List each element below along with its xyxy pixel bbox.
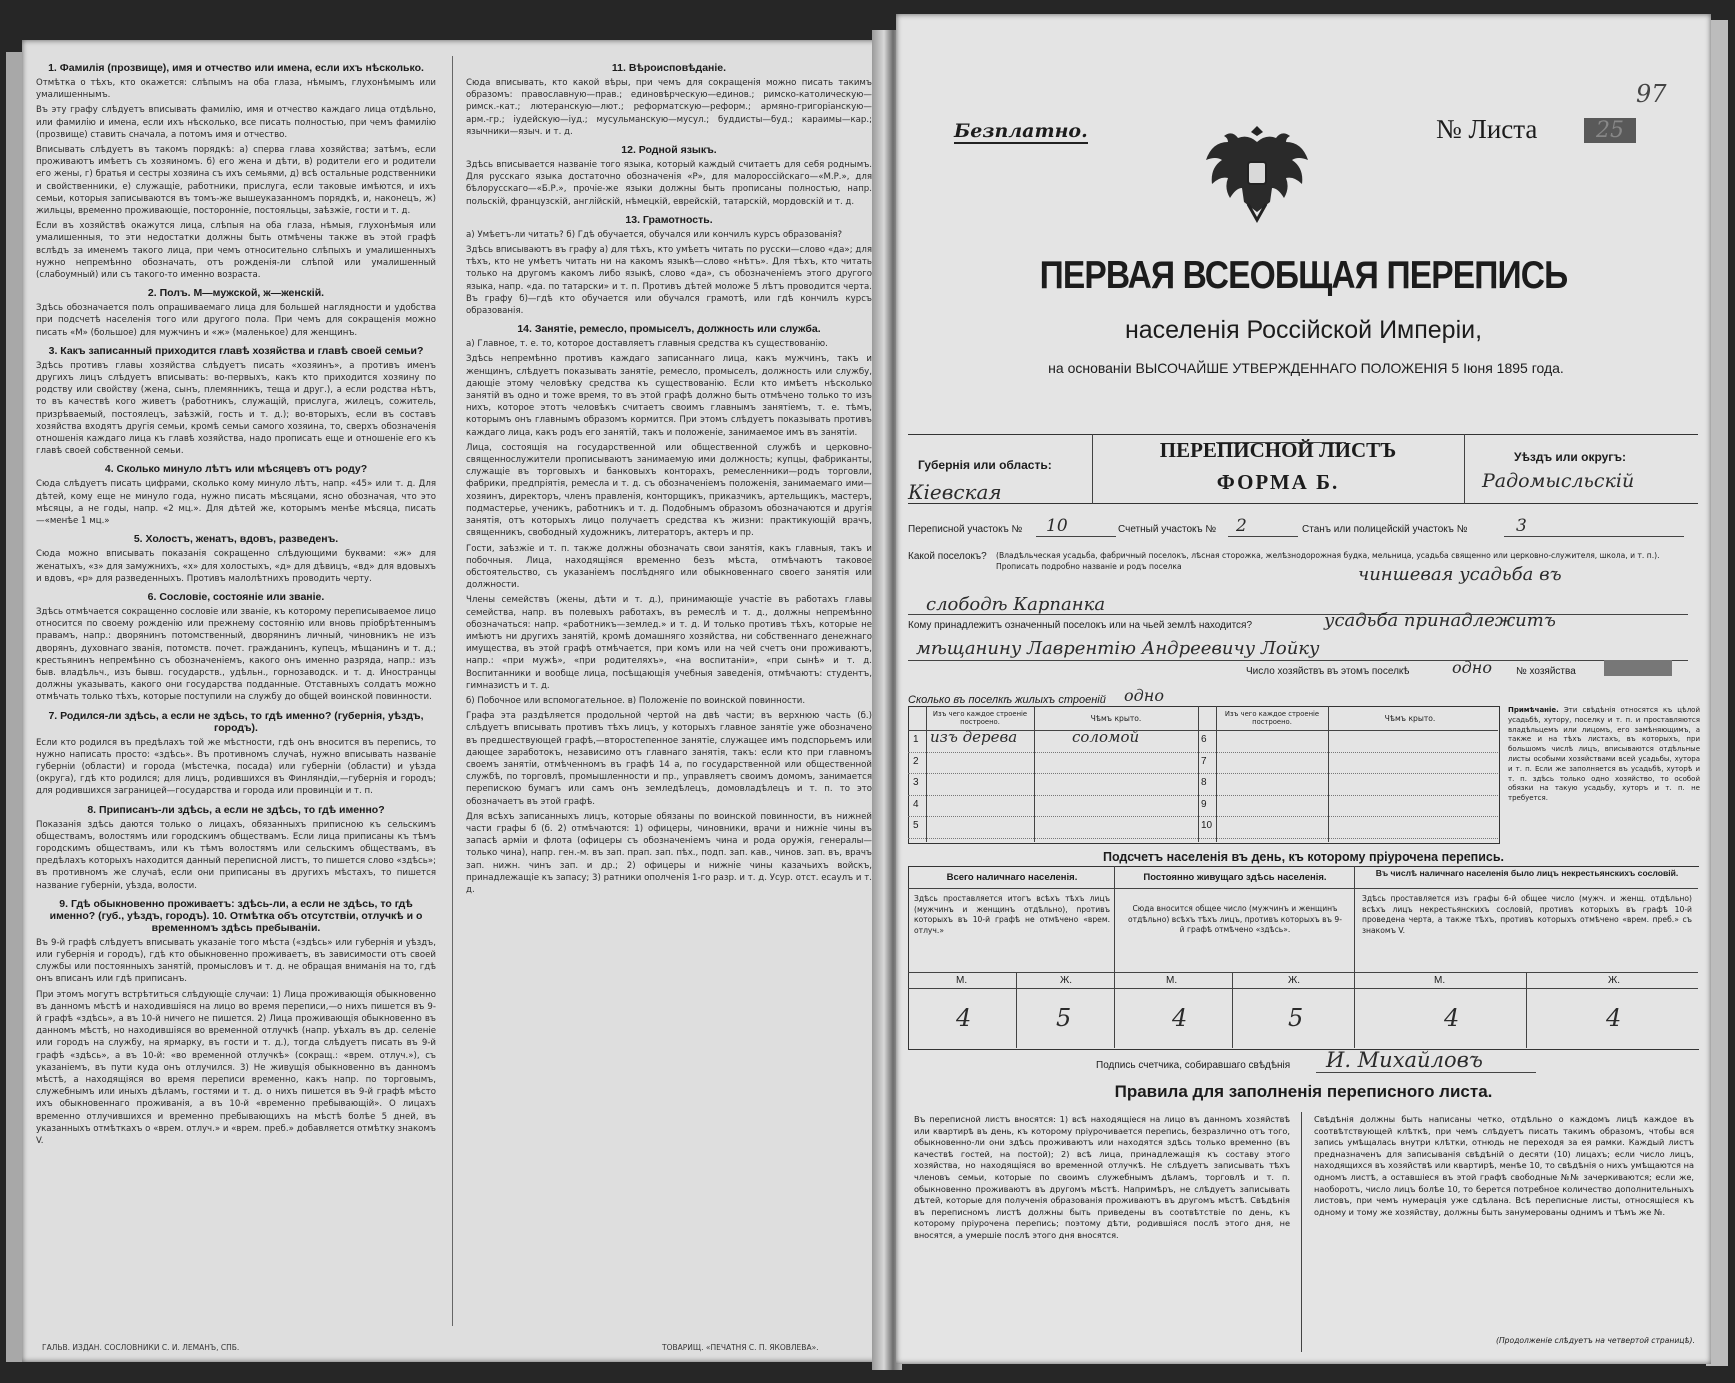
instruction-paragraph: Отмѣтка о тѣхъ, кто окажется: слѣпымъ на оба глаза, нѣмымъ, глухонѣмымъ или умалишеннымъ. [36, 78, 436, 101]
instruction-paragraph: Если кто родился въ предѣлахъ той же мѣстности, гдѣ онъ вносится въ перепись, то нужно написать просто: «здѣсь». Въ противномъ случаѣ, нужно вписывать названіе губерніи (области) и города (мѣстечка, посада) или губерніи (области) и уѣзда (округа), гдѣ кто родился; для лицъ, родившихся въ Финляндіи,—губернія и городъ; для родившихся заграницей—государства и города или провинціи и т. п. [36, 737, 436, 797]
sum-head-total: Всего наличнаго населенія. [946, 872, 1078, 883]
household-number-label: № хозяйства [1516, 666, 1576, 677]
instruction-paragraph: Лица, состоящія на государственной или общественной службѣ и церковно-священнослужители прописываютъ занимаемую ими должность; купцы, фабриканты, служащіе въ торговыхъ и банковыхъ конторахъ, ремесленники—родъ торговли, фабрики, предпріятія, ремесла и т. д. съ обозначеніемъ положенія, занимаемаго ими—хозяинъ, директоръ, членъ правленія, конторщикъ, приказчикъ, артельщикъ, мастеръ, подмастерье, ученикъ, работникъ и т. д. Подобнымъ образомъ обозначаются и другія занятія, отъ которыхъ лицо получаетъ средства къ жизни: практикующій врачъ, священникъ, свободный художникъ, литераторъ, актеръ и пр. [466, 442, 872, 539]
stan-label: Станъ или полицейскій участокъ № [1302, 524, 1468, 535]
instruction-paragraph: Сюда вписывать, кто какой вѣры, при чемъ для сокращенія можно писать такимъ образомъ: православную—прав.; единовѣрческую—единов.; римско-католическую—римск.-кат.; лютеранскую—лют.; реформатскую—реформ.; армяно-григоріанскую—арм.-гр.; іудейскую—іуд.; мусульманскую—мусул.; буддисты—буд.; караимы—кар.; язычники—языч. и т. д. [466, 78, 872, 137]
sum-head-nonpeasant: Въ числѣ наличнаго населенія было лицъ некрестьянскихъ сословій. [1375, 868, 1679, 878]
instruction-paragraph: Здѣсь вписываютъ въ графу а) для тѣхъ, кто умѣетъ читать по русски—слово «да»; для тѣхъ, кто не умѣетъ читать ни на какомъ языкѣ—слово «нѣтъ». Для тѣхъ, кто читать только на другомъ какомъ либо языкѣ, слово «да», съ обозначеніемъ этого другого языка, напр. «да. по татарски» и т. п. Противъ дѣтей моложе 5 лѣтъ проводится черта. Въ графу б)—гдѣ кто обучается или обучался грамотѣ, или гдѣ кончилъ курсъ образованія. [466, 245, 872, 317]
settlement-value-1: чиншевая усадьба въ [1358, 564, 1562, 585]
instruction-paragraph: Вписывать слѣдуетъ въ такомъ порядкѣ: а) сперва глава хозяйства; затѣмъ, если проживаютъ имѣетъ съ хозяиномъ. б) его жена и дѣти, в) родители его и родители его жены, г) братья и сестры хозяина съ ихъ семьями, д) всѣ остальные родственники и свойственники, е) служащіе, работники, прислуга, если таковые имѣются, и ихъ семьи, которыя записываются въ томъ-же вышеуказанномъ порядкѣ, и, наконецъ, ж) жильцы, временно проживающіе, посторонніе, постояльцы, заѣзжіе, гости и т. д. [36, 145, 436, 217]
instruction-paragraph: Графа эта раздѣляется продольной чертой на двѣ части; въ верхнюю часть (б.) слѣдуетъ вписывать противъ тѣхъ лицъ, у которыхъ главное занятіе уже обозначено въ предшествующей графѣ,—второстепенное занятіе, служащее имъ подспорьемъ или дающее заработокъ, независимо отъ главнаго занятія, такъ: если кто при главномъ своемъ занятіи, отмѣченномъ въ графѣ 14 а, по государственной или общественной службѣ, по торговлѣ, промышленности и пр., управляетъ своимъ домомъ, занимается перепискою бумагъ или самъ онъ земледѣлецъ, домовладѣлецъ и т. п. то это обозначаетъ въ этой графѣ. [466, 711, 872, 807]
instruction-paragraph: Здѣсь противъ главы хозяйства слѣдуетъ писать «хозяинъ», а противъ именъ другихъ лицъ слѣдуетъ вписывать: во-первыхъ, какъ кто приходится хозяину по родству или свойству (жена, сынъ, племянникъ, теща и друг.), а если родства нѣтъ, то въ качествѣ кого живетъ (работникъ, служащій, прислуга, жилецъ, сожитель, призрѣваемый, постоялецъ, заѣзжій, гость и т. д.); во-вторыхъ, если въ составъ хозяйства входятъ другія семьи, кромѣ семьи самого хозяина, то, сверхъ обозначенія отношенія каждаго лица къ главѣ хозяйства, надо прописать еще и отношеніе его къ главѣ своей собственной семьи. [36, 360, 436, 457]
count-label: Счетный участокъ № [1118, 524, 1217, 535]
section-heading: 1. Фамилія (прозвище), имя и отчество или имена, если ихъ нѣсколько. [48, 62, 424, 74]
section-heading: 12. Родной языкъ. [621, 144, 717, 157]
left-page [22, 40, 888, 1362]
settlement-hint: (Владѣльческая усадьба, фабричный поселокъ, лѣсная сторожка, желѣзнодорожная будка, мельница, усадьба священно или церковно-служителя, школа, и т. п.). Прописать подробно названіе и родъ поселка [996, 551, 1660, 571]
right-page [896, 14, 1711, 1364]
province-value: Кіевская [908, 480, 1002, 504]
total-f-value: 5 [1056, 1004, 1072, 1032]
instruction-paragraph: а) Главное, т. е. то, которое доставляетъ главныя средства къ существованію. [466, 339, 828, 350]
signature-label: Подпись счетчика, собиравшаго свѣдѣнія [1096, 1060, 1291, 1071]
households-label: Число хозяйствъ въ этомъ поселкѣ [1246, 666, 1410, 677]
corner-number: 97 [1636, 80, 1667, 108]
summary-title: Подсчетъ населенія въ день, къ которому пріурочена перепись. [1102, 850, 1505, 864]
instruction-paragraph: Здѣсь отмѣчается сокращенно сословіе или званіе, къ которому переписываемое лицо относится по своему рожденію или прежнему состоянію или вновь пріобрѣтеннымъ правамъ, напр.: дворянинъ потомственный, дворянинъ личный, чиновникъ не изъ дворянъ, духовнаго званія, потомств. почет. гражданинъ, купецъ, мѣщанинъ и т. д.; крестьянинъ непремѣнно съ обозначеніемъ, какого онъ именно разряда, напр.: изъ быв. владѣльч., изъ бывш. государств., удѣльн., горнозаводск. и т. д. Иностранцы должны указывать, какого они государства подданные. Отставныхъ солдатъ можно отмѣчать только тѣхъ, которые поступили на службу до общей воинской повинности. [36, 606, 436, 703]
signature-value: И. Михайловъ [1326, 1048, 1483, 1072]
precinct-value: 10 [1046, 516, 1068, 536]
section-heading: 3. Какъ записанный приходится главѣ хозяйства и главѣ своей семьи? [48, 344, 424, 357]
building-row-number: 9 [1201, 798, 1207, 810]
instruction-paragraph: Если въ хозяйствѣ окажутся лица, слѣпыя на оба глаза, нѣмыя, глухонѣмыя или умалишенныя, то эти недостатки должны быть отмѣчены также въ этой графѣ вслѣдъ за именемъ такого лица, при чемъ относительно слѣпыхъ и умалишенныхъ нужно непремѣнно обозначать, отъ рожденія-ли слѣпой или умалишенный (слабоумный) или съ такого-то именно возраста. [36, 221, 436, 281]
bt-row1-what: изъ дерева [930, 728, 1018, 746]
instruction-paragraph: Здѣсь непремѣнно противъ каждаго записаннаго лица, какъ мужчинъ, такъ и женщинъ, слѣдуетъ показывать занятіе, ремесло, промыселъ, должность или службу, дающіе этому человѣку средства къ существованію. Если кто имѣетъ нѣсколько занятій въ одно и тоже время, то въ этой графѣ должно быть отмѣчено только то изъ нихъ, которое этотъ человѣкъ считаетъ своимъ главнымъ занятіемъ, т. е. тѣмъ, которымъ онъ главнымъ образомъ кормится. При этомъ слѣдуетъ показывать противъ каждаго лица, какъ родъ его занятій, такъ и положеніе, занимаемое имъ въ занятіи. [466, 354, 872, 438]
buildings-value: одно [1124, 686, 1164, 705]
precinct-label: Переписной участокъ № [908, 524, 1023, 535]
building-row-number: 4 [913, 798, 919, 810]
instruction-paragraph: Здѣсь вписывается названіе того языка, который каждый считаетъ для себя роднымъ. Для русскаго языка достаточно обозначенія «Р», для малороссійскаго—«М.Р.», для бѣлорусскаго—«Б.Р.», прочіе-же языки должны быть прописаны полностью, напр. польскій, французскій, англійскій, нѣмецкій, еврейскій, татарскій, мордовскій и т. д. [466, 160, 872, 207]
instruction-paragraph: Гости, заѣзжіе и т. п. также должны обозначать свои занятія, какъ главныя, такъ и побочныя. Лица, находящіяся временно безъ мѣста, отмѣчаютъ таковое обстоятельство, съ указаніемъ послѣдняго или обыкновеннаго своего занятія или должности. [466, 543, 872, 591]
instruction-paragraph: При этомъ могутъ встрѣтиться слѣдующіе случаи: 1) Лица проживающія обыкновенно въ данномъ мѣстѣ и находившіяся на лицо во время переписи,—о нихъ пишется въ 9-й графѣ «здѣсь», а въ 10-й ничего не пишется. 2) Лица проживающія обыкновенно въ данномъ мѣстѣ, но находившіяся во временной отлучкѣ (напр. уѣхалъ въ др. селеніе или городъ на службу, на ярмарку, въ гости и т. д.), тогда слѣдуетъ писать въ 9-й графѣ «здѣсь», а въ 10-й: «во временной отлучкѣ» (сокращ.: «врем. отлуч.»), съ указаніемъ, въ пути куда онъ отлучился. 3) Не живущія обыкновенно въ данномъ мѣстѣ, а находящіяся во время переписи временно, какъ напр. по торговымъ, служебнымъ или иныхъ дѣламъ, гостями и т. д. о нихъ пишется въ 9-й графѣ мѣсто ихъ обыкновеннаго проживанія, а въ 10-й «временно пребывающій». О лицахъ временно отлучившихся и временно пребывающихъ на мѣстѣ болѣе 5 дней, въ указанныхъ отмѣткахъ о «врем. отлуч.» и «врем. преб.» добавляется отмѣтку знакомъ V. [36, 989, 436, 1147]
nonpeas-f-value: 4 [1606, 1004, 1622, 1032]
instruction-paragraph: б) Побочное или вспомогательное. в) Положеніе по воинской повинности. [466, 695, 806, 706]
building-row-number: 6 [1201, 734, 1207, 745]
bt-head-what-left: Изъ чего каждое строеніе построено. [932, 710, 1028, 726]
sum-head-permanent: Постоянно живущаго здѣсь населенія. [1143, 872, 1327, 883]
building-row-number: 3 [913, 777, 919, 788]
form-letter: ФОРМА Б. [1216, 470, 1340, 494]
perm-f-label: Ж. [1288, 975, 1301, 986]
bt-head-roof-right: Чѣмъ крыто. [1384, 714, 1436, 723]
section-heading: 7. Родился-ли здѣсь, а если не здѣсь, то гдѣ именно? (губернія, уѣздъ, городъ). [48, 709, 424, 734]
instruction-paragraph: Въ эту графу слѣдуетъ вписывать фамилію, имя и отчество каждаго лица отдѣльно, или фамилію и имена, если ихъ нѣсколько, все писать полностью, при чемъ фамилію (прозвище) ставить сначала, а потомъ имя и отчество. [36, 105, 436, 140]
instruction-paragraph: Въ 9-й графѣ слѣдуетъ вписывать указаніе того мѣста («здѣсь» или губернія и уѣздъ, или губернія и городъ), гдѣ кто обыкновенно проживаетъ, въ зависимости отъ своей службы или постоянныхъ занятій, промысловъ и т. д. не обращая вниманія на то, гдѣ онъ вписанъ или гдѣ приписанъ. [36, 937, 436, 985]
household-number-redacted [1604, 660, 1672, 676]
bt-row1-roof: соломой [1072, 728, 1140, 746]
form-title: ПЕРЕПИСНОЙ ЛИСТЪ [1159, 438, 1397, 462]
instruction-paragraph: Показанія здѣсь даются только о лицахъ, обязанныхъ приписною къ сельскимъ обществамъ, волостямъ или городскимъ обществамъ. Если лица приписаны къ тѣмъ городскимъ обществамъ, или къ тѣмъ волостямъ или сельскимъ обществамъ, въ предѣлахъ которыхъ находится данный переписной листъ, то пишется слово «здѣсь»; въ противномъ же случаѣ, если они приписаны въ другихъ мѣстахъ, то пишется название губерніи, уѣзда, волости. [36, 819, 436, 891]
province-label: Губернія или область: [918, 458, 1052, 472]
section-heading: 5. Холостъ, женатъ, вдовъ, разведенъ. [133, 533, 339, 546]
nonpeas-m-value: 4 [1444, 1004, 1460, 1032]
building-row-number: 5 [913, 820, 919, 831]
perm-m-value: 4 [1172, 1004, 1188, 1032]
free-label: Безплатно. [954, 120, 1088, 142]
count-value: 2 [1236, 516, 1247, 536]
section-heading: 2. Полъ. М—мужской, ж—женскій. [147, 287, 325, 300]
census-title: ПЕРВАЯ ВСЕОБЩАЯ ПЕРЕПИСЬ [1039, 254, 1568, 297]
building-row-number: 1 [913, 734, 919, 745]
instruction-paragraph: Сюда можно вписывать показанія сокращенно слѣдующими буквами: «ж» для женатыхъ, «з» для замужнихъ, «х» для холостыхъ, «д» для дѣвицъ, «вд» для вдовыхъ и вдовъ, «р» для разведенныхъ. Противъ малолѣтнихъ проводить черту. [36, 549, 436, 584]
rules-right-text: Свѣдѣнія должны быть написаны четко, отдѣльно о каждомъ лицѣ каждое въ соотвѣтствующей клѣткѣ, при чемъ слѣдуетъ писать такимъ образомъ, чтобы вся запись умѣщалась внутри клѣтки, отнюдь не переходя за ея рамки. Каждый листъ предназначенъ для записыванія свѣдѣній о десяти (10) лицахъ; если число лицъ, находящихся въ хозяйствѣ или квартирѣ, менѣе 10, то свѣдѣнія о нихъ умѣщаются на одномъ листѣ, а оставшіеся въ этой графѣ свободные №№ зачеркиваются; если же, наоборотъ, число лицъ болѣе 10, то берется потребное количество дополнительныхъ листовъ, при чемъ нумерація уже сдѣлана. Всѣ переписные листы, относящіеся къ одному и тому же хозяйству, должны быть занумерованы однимъ и тѣмъ же №. [1314, 1114, 1694, 1217]
owner-label: Кому принадлежитъ означенный поселокъ или на чьей землѣ находится? [908, 620, 1253, 631]
perm-f-value: 5 [1288, 1004, 1304, 1032]
perm-m-label: М. [1166, 975, 1178, 986]
double-eagle-emblem [1198, 118, 1316, 228]
rules-title: Правила для заполненія переписного листа. [1114, 1082, 1493, 1101]
rules-left-text: Въ переписной листъ вносятся: 1) всѣ находящіеся на лицо въ данномъ хозяйствѣ или квартирѣ въ день, къ которому пріурочивается перепись, безразлично отъ того, обыкновенно-ли они здѣсь проживаютъ или находятся здѣсь только временно (въ качествѣ гостей, на постой); 2) всѣ лица, принадлежащія къ составу этого хозяйства, но находящіяся во временной отлучкѣ. Не слѣдуетъ записывать тѣхъ членовъ семьи, которые по своимъ служебнымъ дѣламъ, торговлѣ и т. п. обыкновенно проживаютъ въ другомъ мѣстѣ. Напримѣръ, не слѣдуетъ записывать дѣтей, которые для полученія образованія проживаютъ въ другомъ мѣстѣ. Свѣдѣнія въ переписномъ листѣ должны быть приведены въ соотвѣтствіе по день, къ которому пріурочена перепись; поэтому дѣти, родившіяся послѣ этого дня, не вносятся, а умершіе послѣ этого дня вносятся. [914, 1114, 1290, 1240]
sum-text-nonpeasant: Здѣсь проставляется изъ графы 6-й общее число (мужч. и женщ. отдѣльно) всѣхъ лицъ некрестьянскихъ сословій, противъ которыхъ въ графѣ 10-й проведена черта, а также тѣхъ, противъ которыхъ отмѣчено «врем. преб.» съ знакомъ V. [1362, 894, 1692, 935]
buildings-note [1508, 706, 1700, 804]
buildings-label: Сколько въ поселкѣ жилыхъ строеній [908, 694, 1106, 706]
census-basis: на основаніи ВЫСОЧАЙШЕ УТВЕРЖДЕННАГО ПОЛОЖЕНІЯ 5 Іюня 1895 года. [1048, 360, 1564, 376]
section-heading: 11. Вѣроисповѣданіе. [611, 62, 727, 74]
instructions-column-2 [466, 56, 872, 899]
sum-text-permanent: Сюда вносится общее число (мужчинъ и женщинъ отдѣльно) всѣхъ тѣхъ лицъ, противъ которыхъ въ 9-й графѣ отмѣчено «здѣсь». [1128, 904, 1342, 934]
settlement-label: Какой поселокъ? [908, 551, 987, 562]
sum-text-total: Здѣсь проставляется итогъ всѣхъ тѣхъ лицъ (мужчинъ и женщинъ отдѣльно), противъ которыхъ въ 10-й графѣ не отмѣчено «врем. отлуч.» [914, 894, 1110, 935]
section-heading: 6. Сословіе, состояніе или званіе. [147, 590, 325, 603]
section-heading: 4. Сколько минуло лѣтъ или мѣсяцевъ отъ роду? [104, 463, 368, 476]
bt-head-roof-left: Чѣмъ крыто. [1090, 714, 1142, 723]
section-heading: 14. Занятіе, ремесло, промыселъ, должность или служба. [517, 323, 821, 336]
district-value: Радомысльскій [1482, 470, 1635, 492]
nonpeas-m-label: М. [1434, 975, 1446, 986]
total-m-value: 4 [956, 1004, 972, 1032]
nonpeas-f-label: Ж. [1608, 975, 1621, 986]
instructions-column-1 [36, 56, 436, 1150]
note-title: Примѣчаніе. [1508, 706, 1559, 714]
district-label: Уѣздъ или округъ: [1514, 450, 1627, 464]
printer-credit-left: ГАЛЬВ. ИЗДАН. СОСЛОВНИКИ С. И. ЛЕМАНЪ, СПБ. [42, 1343, 240, 1352]
sheet-number-label: № Листа [1436, 114, 1538, 144]
households-value: одно [1452, 658, 1492, 677]
total-m-label: М. [956, 975, 968, 986]
settlement-value-2: слободѣ Карпанка [926, 594, 1106, 615]
owner-value-1: усадьба принадлежитъ [1324, 610, 1556, 631]
instruction-paragraph: Сюда слѣдуетъ писать цифрами, сколько кому минуло лѣтъ, напр. «45» или т. д. Для дѣтей, кому еще не минуло года, нужно писать мѣсяцами, ясно обозначая, что это мѣсяцы, а не годы, напр. «2 мц.». Для дѣтей же, которымъ менѣе мѣсяца, писать—«менѣе 1 мц.» [36, 479, 436, 527]
sheet-number-value: 25 [1584, 118, 1636, 143]
stan-value: 3 [1516, 516, 1527, 536]
building-row-number: 2 [913, 755, 919, 767]
section-heading: 13. Грамотность. [625, 213, 713, 226]
note-text: Эти свѣдѣнія относятся къ цѣлой усадьбѣ, хутору, поселку и т. п. и проставляются владѣльцемъ или лицомъ, его замѣняющимъ, а также и на тѣхъ листахъ, въ которыхъ, при большомъ числѣ лицъ, вписываются отдѣльные листы особыми хозяйствами всей усадьбы, хутора и т. п. Если же заполняется въ усадьбѣ, хуторѣ и т. п. здѣсь только одно хозяйство, то особой обязки на такую усадьбу, хуторъ и т. п. не требуется. [1508, 706, 1701, 803]
instruction-paragraph: Здѣсь обозначается полъ опрашиваемаго лица для большей наглядности и удобства при подсчетѣ населенія того или другого пола. При чемъ для сокращенія можно писать «М» (большое) для мужчинъ и «ж» (маленькое) для женщинъ. [36, 303, 436, 338]
instruction-paragraph: Для всѣхъ записанныхъ лицъ, которые обязаны по воинской повинности, въ нижней части графы б (б. 2) отмѣчаются: 1) офицеры, чиновники, врачи и нижніе чины въ запасѣ арміи и флота (офицеры съ обозначеніемъ чина и рода оружія, генералы—только чина), напр. ген.-м. въ зап. прап. зап. пѣх., подп. зап. кав., чинов. зап. въ, врачъ зап. нижн. чинъ зап. и др.; 2) офицеры и нижніе чины казачьихъ войскъ, принадлежащіе къ запасу; 3) ратники ополченія 1-го разр. и т. д. Усур. отст. есаулъ и т. д. [466, 811, 872, 895]
census-subtitle: населенія Россійской Имперіи, [1124, 316, 1483, 344]
owner-value-2: мѣщанину Лаврентію Андреевичу Лойку [916, 638, 1320, 659]
building-row-number: 10 [1201, 820, 1213, 831]
section-heading: 8. Приписанъ-ли здѣсь, а если не здѣсь, то гдѣ именно? [87, 803, 385, 816]
total-f-label: Ж. [1060, 975, 1073, 986]
printer-credit-right: ТОВАРИЩ. «ПЕЧАТНЯ С. П. ЯКОВЛЕВА». [662, 1343, 819, 1352]
building-row-number: 7 [1201, 755, 1207, 767]
instruction-paragraph: Члены семействъ (жены, дѣти и т. д.), принимающіе участіе въ работахъ главы семейства, напр. въ полевыхъ работахъ, въ ремеслѣ и т. д., должны непремѣнно обозначаться: напр. «работникъ—землед.» и т. д. И только противъ тѣхъ, которые не имѣютъ ни другихъ занятій, кромѣ домашняго хозяйства, ни собственнаго денежнаго имущества, въ этой графѣ отмѣчается, при комъ или на чей счетъ они проживаютъ, напр.: «при мужѣ», «при родителяхъ», «на воспитаніи», «при сынѣ» и т. д. Воспитанники и вообще лица, посѣщающія учебныя заведенія, отмѣчаютъ: студентъ, гимназистъ и т. д. [466, 595, 872, 691]
rules-continuation: (Продолженіе слѣдуетъ на четвертой страницѣ). [1496, 1336, 1695, 1345]
instruction-paragraph: а) Умѣетъ-ли читать? б) Гдѣ обучается, обучался или кончилъ курсъ образованія? [466, 229, 843, 240]
section-heading: 9. Гдѣ обыкновенно проживаетъ: здѣсь-ли, а если не здѣсь, то гдѣ именно? (губ., уѣздъ, городъ). 10. Отмѣтка объ отсутствіи, отлучкѣ и о временномъ здѣсь пребываніи. [49, 897, 423, 934]
building-row-number: 8 [1201, 777, 1207, 788]
bt-head-what-right: Изъ чего каждое строеніе построено. [1224, 710, 1320, 726]
column-divider [452, 56, 453, 1326]
